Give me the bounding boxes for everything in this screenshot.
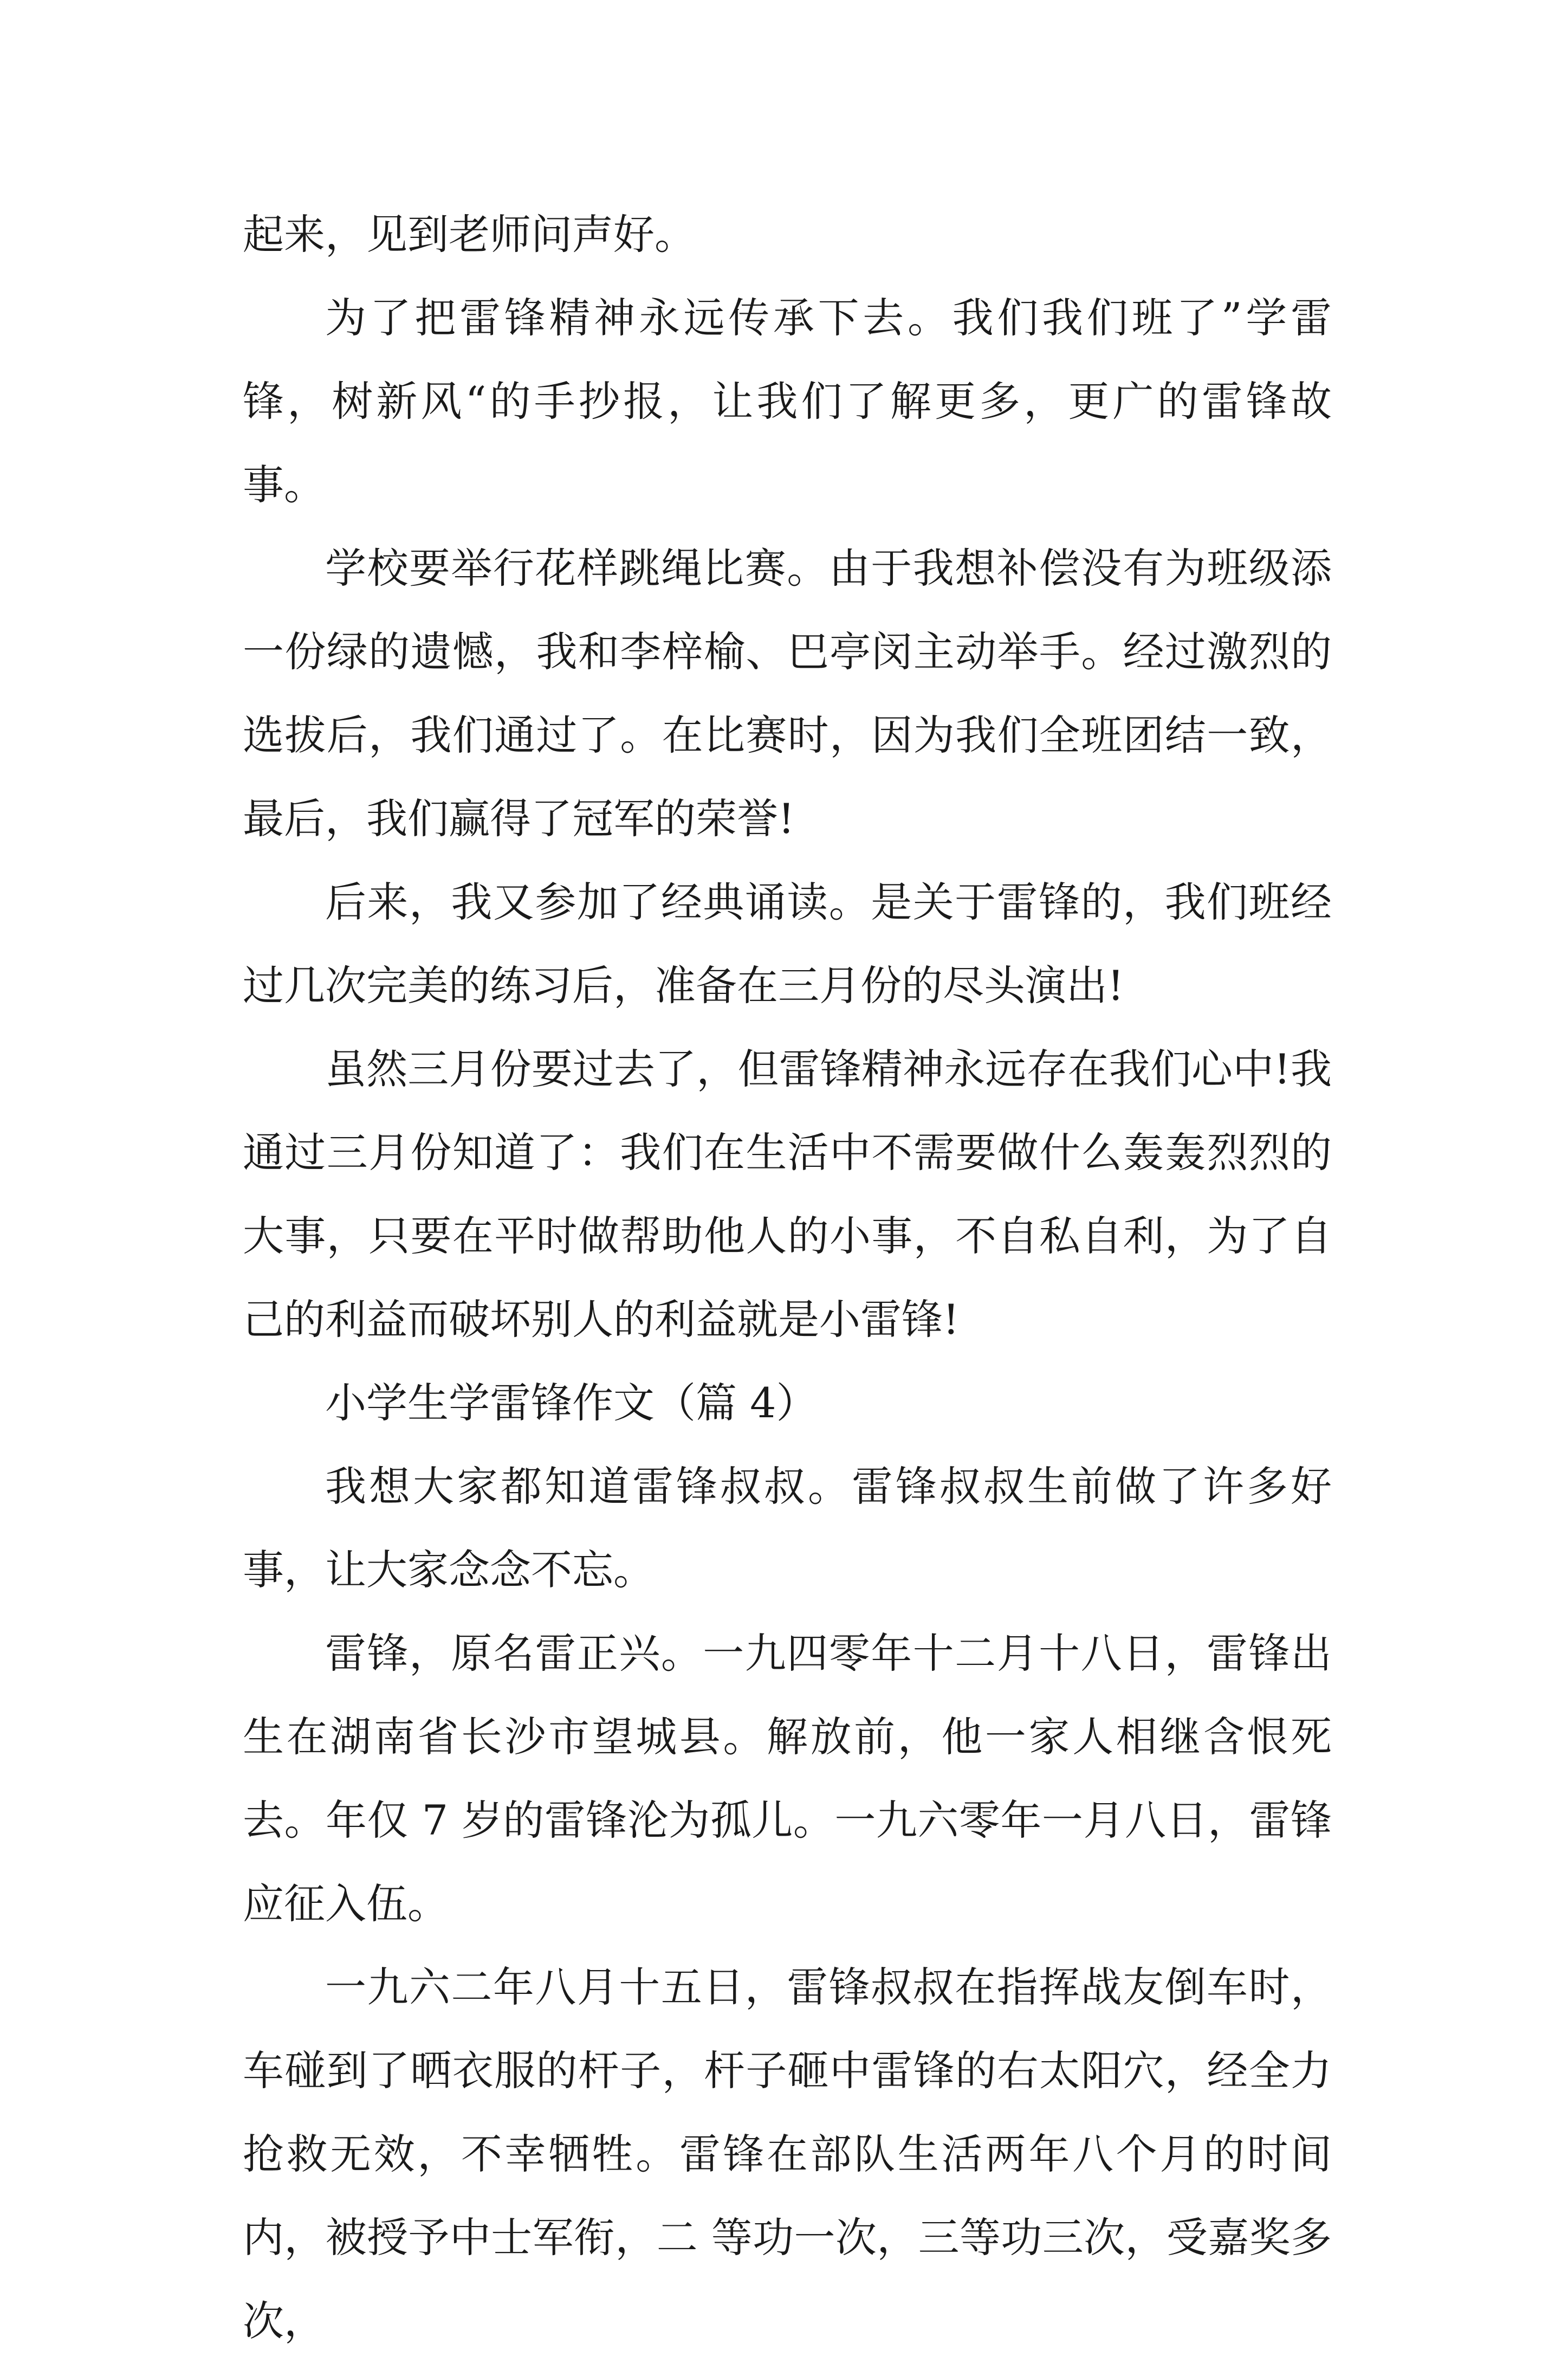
section-heading: 小学生学雷锋作文（篇 4） bbox=[325, 1379, 818, 1427]
paragraph-1: 起来，见到老师问声好。 bbox=[243, 210, 696, 259]
paragraph-3: 学校要举行花样跳绳比赛。由于我想补偿没有为班级添一份绿的遗憾，我和李梓榆、巴亭闵主动举手。经过激烈的选拔后，我们通过了。在比赛时，因为我们全班团结一致，最后，我们赢得了冠军的荣誉! bbox=[243, 544, 1332, 843]
document-body bbox=[243, 193, 1332, 2363]
paragraph-4: 后来，我又参加了经典诵读。是关于雷锋的，我们班经过几次完美的练习后，准备在三月份的尽头演出! bbox=[243, 878, 1332, 1010]
paragraph-8: 一九六二年八月十五日，雷锋叔叔在指挥战友倒车时，车碰到了晒衣服的杆子，杆子砸中雷锋的右太阳穴，经全力抢救无效，不幸牺牲。雷锋在部队生活两年八个月的时间内，被授予中士军衔，二 等功一次，三等功三次，受嘉奖多次， bbox=[243, 1963, 1332, 2345]
paragraph-7: 雷锋，原名雷正兴。一九四零年十二月十八日，雷锋出生在湖南省长沙市望城县。解放前，他一家人相继含恨死去。年仅 7 岁的雷锋沦为孤儿。一九六零年一月八日，雷锋应征入伍。 bbox=[243, 1629, 1332, 1928]
paragraph-5: 虽然三月份要过去了，但雷锋精神永远存在我们心中!我通过三月份知道了：我们在生活中不需要做什么轰轰烈烈的大事，只要在平时做帮助他人的小事，不自私自利，为了自己的利益而破坏别人的利益就是小雷锋! bbox=[243, 1045, 1332, 1344]
paragraph-6: 我想大家都知道雷锋叔叔。雷锋叔叔生前做了许多好事，让大家念念不忘。 bbox=[243, 1462, 1332, 1594]
paragraph-2: 为了把雷锋精神永远传承下去。我们我们班了”学雷锋，树新风“的手抄报，让我们了解更多，更广的雷锋故事。 bbox=[243, 294, 1332, 509]
